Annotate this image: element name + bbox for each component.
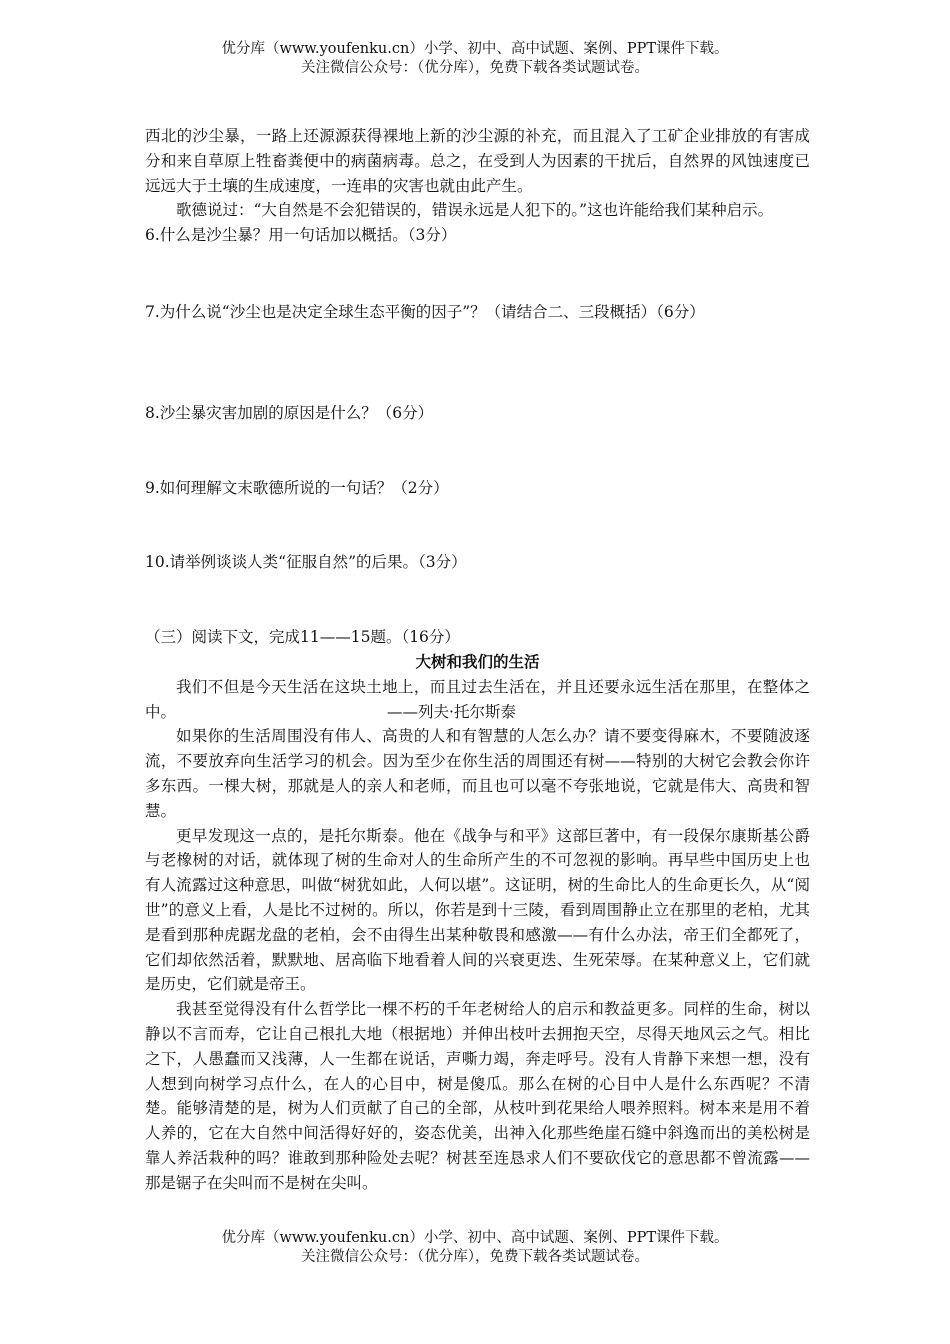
epigraph: [145, 675, 810, 725]
footer-line-2: 关注微信公众号：（优分库），免费下载各类试题试卷。: [301, 1249, 649, 1265]
footer-line-1: 优分库（www.youfenku.cn）小学、初中、高中试题、案例、PPT课件下载。: [221, 1230, 729, 1246]
question-10: 10.请举例谈谈人类“征服自然”的后果。（3分）: [145, 553, 467, 572]
answer-space: [145, 426, 810, 476]
epigraph-author: ——列夫·托尔斯泰: [387, 702, 516, 721]
document-body: [145, 124, 810, 1196]
header-line-1: 优分库（www.youfenku.cn）小学、初中、高中试题、案例、PPT课件下载。: [221, 41, 729, 57]
page-header: [0, 40, 950, 78]
question-6: 6.什么是沙尘暴？用一句话加以概括。（3分）: [145, 226, 457, 245]
article-paragraph-1: 如果你的生活周围没有伟人、高贵的人和有智慧的人怎么办？请不要变得麻木，不要随波逐流，不要放弃向生活学习的机会。因为至少在你生活的周围还有树——特别的大树它会教会你许多东西。一棵大树，那就是人的亲人和老师，而且也可以毫不夸张地说，它就是伟大、高贵和智慧。: [145, 727, 810, 820]
article-title: 大树和我们的生活: [415, 651, 540, 671]
section-3-instruction: （三）阅读下文，完成11——15题。（16分）: [145, 628, 460, 647]
passage-paragraph: 西北的沙尘暴，一路上还源源获得裸地上新的沙尘源的补充，而且混入了工矿企业排放的有害成分和来自草原上牲畜粪便中的病菌病毒。总之，在受到人为因素的干扰后，自然界的风蚀速度已远远大于土壤的生成速度，一连串的灾害也就由此产生。: [145, 127, 810, 195]
answer-space: [145, 500, 810, 550]
answer-space: [145, 325, 810, 401]
header-line-2: 关注微信公众号：（优分库），免费下载各类试题试卷。: [301, 60, 649, 76]
question-7: 7.为什么说“沙尘也是决定全球生态平衡的因子”？（请结合二、三段概括）（6分）: [145, 302, 705, 321]
page-footer: [0, 1229, 950, 1267]
answer-space: [145, 248, 810, 300]
question-9: 9.如何理解文末歌德所说的一句话？（2分）: [145, 478, 449, 497]
article-paragraph-2: 更早发现这一点的，是托尔斯泰。他在《战争与和平》这部巨著中，有一段保尔康斯基公爵与老橡树的对话，就体现了树的生命对人的生命所产生的不可忽视的影响。再早些中国历史上也有人流露过这种意思，叫做“树犹如此，人何以堪”。这证明，树的生命比人的生命更长久，从“阅世”的意义上看，人是比不过树的。所以，你若是到十三陵，看到周围静止立在那里的老柏，尤其是看到那种虎踞龙盘的老柏，会不由得生出某种敬畏和感激——有什么办法，帝王们全都死了，它们却依然活着，默默地、居高临下地看着人间的兴衰更迭、生死荣辱。在某种意义上，它们就是历史，它们就是帝王。: [145, 826, 810, 994]
question-8: 8.沙尘暴灾害加剧的原因是什么？（6分）: [145, 403, 434, 422]
passage-paragraph: 歌德说过：“大自然是不会犯错误的，错误永远是人犯下的。”这也许能给我们某种启示。: [176, 201, 774, 220]
answer-space: [145, 575, 810, 625]
epigraph-text: 我们不但是今天生活在这块土地上，而且过去生活在，并且还要永远生活在那里，在整体之中。: [145, 677, 810, 721]
article-paragraph-3: 我甚至觉得没有什么哲学比一棵不朽的千年老树给人的启示和教益更多。同样的生命，树以静以不言而寿，它让自己根扎大地（根据地）并伸出枝叶去拥抱天空，尽得天地风云之气。相比之下，人愚蠢而又浅薄，人一生都在说话，声嘶力竭，奔走呼号。没有人肯静下来想一想，没有人想到向树学习点什么，在人的心目中，树是傻瓜。那么在树的心目中人是什么东西呢？不清楚。能够清楚的是，树为人们贡献了自己的全部，从枝叶到花果给人喂养照料。树本来是用不着人养的，它在大自然中间活得好好的，姿态优美，出神入化那些绝崖石缝中斜逸而出的美松树是靠人养活栽种的吗？谁敢到那种险处去呢？树甚至连恳求人们不要砍伐它的意思都不曾流露——那是锯子在尖叫而不是树在尖叫。: [145, 1000, 810, 1192]
